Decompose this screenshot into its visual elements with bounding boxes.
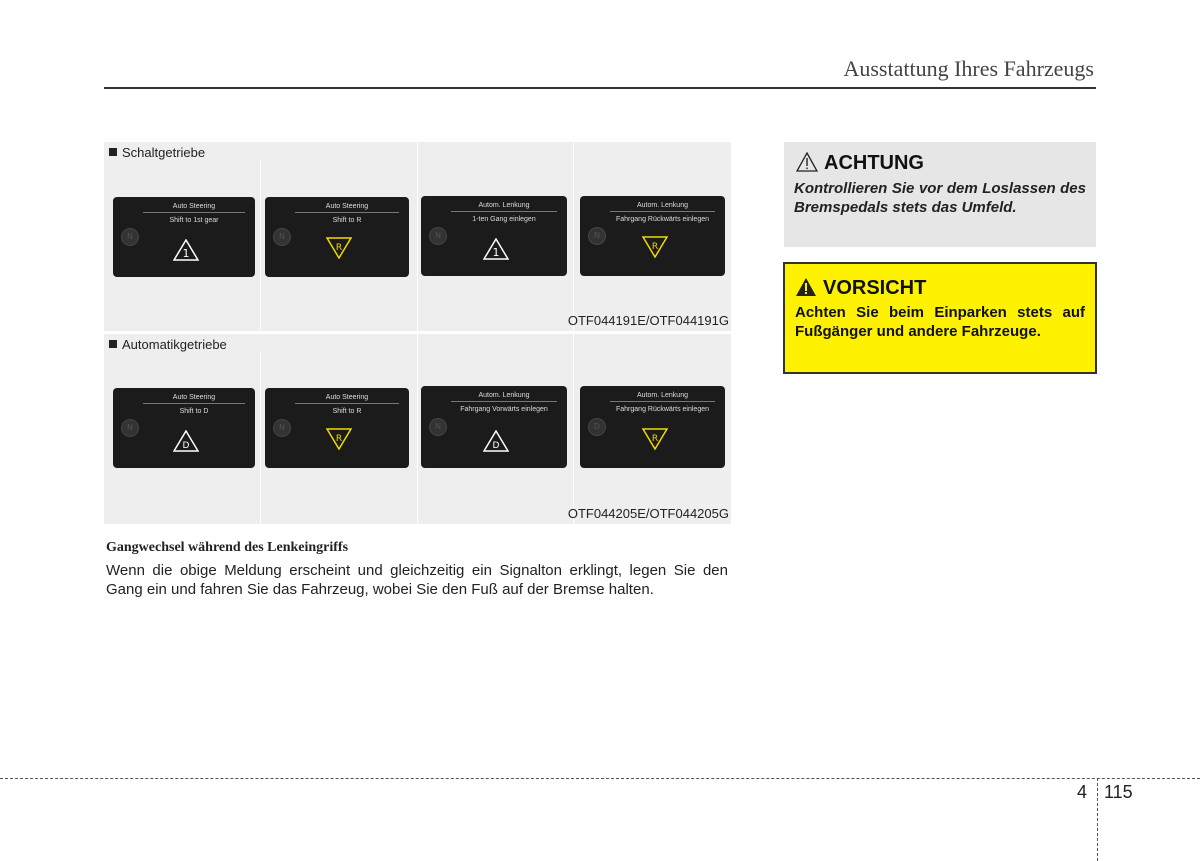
reverse-warning-icon xyxy=(326,428,352,450)
reverse-warning-icon xyxy=(642,236,668,258)
vorsicht-notice xyxy=(783,262,1097,374)
figure-code: OTF044205E/OTF044205G xyxy=(567,506,729,521)
cluster-display xyxy=(580,196,725,276)
figure-divider xyxy=(260,160,261,331)
svg-text:R: R xyxy=(335,434,343,444)
figure-label xyxy=(109,337,227,352)
figure-divider xyxy=(573,334,574,524)
display-title: Auto Steering xyxy=(143,203,245,213)
figure-manual-transmission xyxy=(104,142,731,331)
display-message: Shift to D xyxy=(179,408,209,415)
vorsicht-title xyxy=(795,277,926,300)
svg-text:D: D xyxy=(182,441,190,451)
display-message: Shift to R xyxy=(332,408,362,415)
display-message: Fahrgang Rückwärts einlegen xyxy=(616,406,709,413)
cluster-display xyxy=(265,197,409,277)
chapter-number: 4 xyxy=(1077,782,1088,802)
display-title: Autom. Lenkung xyxy=(451,202,557,212)
achtung-title-text: ACHTUNG xyxy=(824,152,924,174)
display-message: 1-ten Gang einlegen xyxy=(472,216,536,223)
gauge-knob-icon: N xyxy=(429,227,447,245)
display-title: Auto Steering xyxy=(295,203,399,213)
section-body: Wenn die obige Meldung erscheint und gleichzeitig ein Signalton erklingt, legen Sie den Gang ein und fahren Sie das Fahrzeug, wobei Sie den Fuß auf der Bremse halten. xyxy=(106,562,728,598)
display-title: Auto Steering xyxy=(143,394,245,404)
cluster-display xyxy=(421,196,567,276)
display-message: Fahrgang Vorwärts einlegen xyxy=(460,406,548,413)
gauge-knob-icon: N xyxy=(121,228,139,246)
gauge-knob-icon: N xyxy=(273,228,291,246)
display-message: Fahrgang Rückwärts einlegen xyxy=(616,216,709,223)
svg-text:1: 1 xyxy=(182,247,190,260)
gauge-knob-icon: D xyxy=(588,418,606,436)
svg-text:D: D xyxy=(492,441,500,451)
cluster-display xyxy=(421,386,567,468)
figure-divider xyxy=(417,142,418,331)
warning-filled-icon xyxy=(795,277,817,297)
svg-text:R: R xyxy=(651,434,658,444)
figure-code: OTF044191E/OTF044191G xyxy=(567,313,729,328)
footer-vertical-divider xyxy=(1097,778,1098,861)
vorsicht-text: Achten Sie beim Einparken stets auf Fußgänger und andere Fahrzeuge. xyxy=(795,304,1085,340)
display-message: Shift to 1st gear xyxy=(169,217,219,224)
drive-warning-icon xyxy=(483,430,509,452)
gauge-knob-icon: N xyxy=(429,418,447,436)
page-number: 115 xyxy=(1104,782,1133,802)
figure-label-text: Automatikgetriebe xyxy=(122,337,227,352)
display-title: Autom. Lenkung xyxy=(610,202,715,212)
svg-text:R: R xyxy=(651,242,658,252)
section-heading: Gangwechsel während des Lenkeingriffs xyxy=(106,540,349,555)
warning-triangle-icon xyxy=(173,239,199,261)
gauge-knob-icon: N xyxy=(273,419,291,437)
achtung-notice xyxy=(784,142,1096,247)
bullet-square-icon xyxy=(109,340,117,348)
gauge-knob-icon: N xyxy=(588,227,606,245)
reverse-warning-icon xyxy=(326,237,352,259)
figure-divider xyxy=(573,142,574,331)
figure-divider xyxy=(417,334,418,524)
achtung-title xyxy=(796,152,924,175)
header-rule xyxy=(104,87,1096,89)
display-message: Shift to R xyxy=(332,217,362,224)
caution-triangle-icon xyxy=(796,152,818,172)
page-header-title: Ausstattung Ihres Fahrzeugs xyxy=(843,56,1094,81)
display-title: Autom. Lenkung xyxy=(610,392,715,402)
footer-divider xyxy=(0,778,1200,779)
vorsicht-title-text: VORSICHT xyxy=(823,277,927,299)
figure-label-text: Schaltgetriebe xyxy=(122,145,206,160)
display-title: Auto Steering xyxy=(295,394,399,404)
cluster-display xyxy=(113,388,255,468)
figure-automatic-transmission xyxy=(104,334,731,524)
cluster-display xyxy=(113,197,255,277)
drive-warning-icon xyxy=(173,430,199,452)
reverse-warning-icon xyxy=(642,428,668,450)
gauge-knob-icon: N xyxy=(121,419,139,437)
warning-triangle-icon xyxy=(483,238,509,260)
display-title: Autom. Lenkung xyxy=(451,392,557,402)
achtung-text: Kontrollieren Sie vor dem Loslassen des Bremspedals stets das Umfeld. xyxy=(794,180,1086,216)
bullet-square-icon xyxy=(109,148,117,156)
cluster-display xyxy=(580,386,725,468)
figure-divider xyxy=(260,352,261,524)
cluster-display xyxy=(265,388,409,468)
svg-text:1: 1 xyxy=(492,246,500,259)
svg-text:R: R xyxy=(335,243,343,253)
figure-label xyxy=(109,145,205,160)
